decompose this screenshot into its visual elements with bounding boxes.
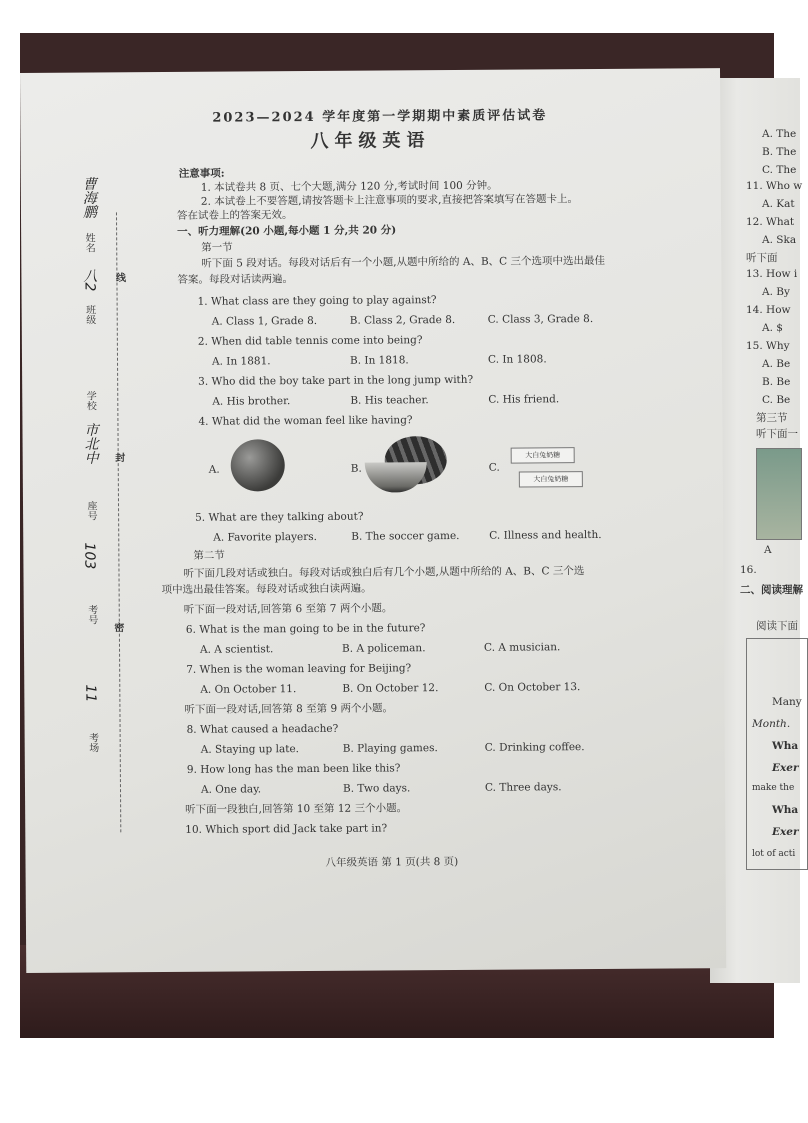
tomato-image [231, 439, 285, 491]
np-line: Month. [752, 718, 791, 730]
instruction-line: 答案。每段对话读两遍。 [177, 273, 293, 286]
np-line: 第三节 [756, 412, 788, 424]
question: 7. When is the woman leaving for Beijing? [186, 662, 412, 676]
dialogue-heading: 听下面一段对话,回答第 6 至第 7 两个小题。 [183, 602, 393, 616]
label-zuohao: 座号 [84, 500, 97, 521]
option: C. On October 13. [484, 681, 581, 694]
np-line: C. Be [762, 394, 791, 406]
option: A. Favorite players. [213, 530, 318, 544]
question: 1. What class are they going to play against? [197, 294, 437, 308]
notice-line: 答在试卷上的答案无效。 [176, 209, 293, 222]
option: B. On October 12. [342, 682, 439, 695]
option: A. One day. [200, 783, 262, 796]
np-line: C. The [762, 164, 797, 176]
option: C. Three days. [484, 781, 562, 794]
option: A. Staying up late. [200, 743, 300, 756]
question: 8. What caused a headache? [186, 722, 339, 736]
question: 10. Which sport did Jack take part in? [185, 822, 388, 836]
part-heading: 第二节 [193, 549, 225, 562]
np-line: 11. Who w [746, 180, 803, 192]
exam-page [20, 68, 726, 973]
option: C. A musician. [483, 641, 561, 654]
np-line: 听下面 [746, 252, 778, 264]
option: B. Two days. [342, 782, 411, 795]
candy-image: 大白兔奶糖 [511, 447, 575, 463]
section-heading: 一、听力理解(20 小题,每小题 1 分,共 20 分) [177, 224, 397, 238]
instruction-line: 听下面 5 段对话。每段对话后有一个小题,从题中所给的 A、B、C 三个选项中选出最佳 [201, 254, 606, 270]
photo-frame [20, 33, 803, 1038]
np-line: 14. How [746, 304, 791, 316]
option: A. On October 11. [200, 683, 297, 696]
np-line: Wha [772, 740, 799, 752]
value-banji: 八2 [81, 268, 98, 292]
np-line: 二、阅读理解 [740, 584, 803, 596]
part-heading: 第一节 [201, 241, 233, 254]
question: 6. What is the man going to be in the future? [185, 622, 426, 636]
dialogue-heading: 听下面一段对话,回答第 8 至第 9 两个小题。 [184, 702, 394, 716]
option: C. Illness and health. [489, 528, 602, 542]
question: 2. When did table tennis come into being? [197, 334, 423, 348]
np-line: 13. How i [746, 268, 798, 280]
np-line: B. The [762, 146, 797, 158]
notice-line: 2. 本试卷上不要答题,请按答题卡上注意事项的要求,直接把答案填写在答题卡上。 [200, 193, 578, 208]
np-line: A. By [762, 286, 790, 298]
option: B. His teacher. [350, 394, 429, 407]
instruction-line: 项中选出最佳答案。每段对话或独白读两遍。 [161, 582, 372, 597]
np-line: A. Be [762, 358, 791, 370]
value-zuohao: 103 [81, 542, 98, 570]
label-xuexiao: 学校 [84, 390, 96, 411]
label-kaohao: 考号 [85, 604, 97, 625]
np-line: A. Kat [762, 198, 795, 210]
option: B. Class 2, Grade 8. [349, 313, 456, 327]
candy-image: 大白兔奶糖 [519, 471, 583, 487]
question: 5. What are they talking about? [195, 510, 364, 524]
option: A. A scientist. [199, 643, 274, 656]
np-line: A. Ska [762, 234, 797, 246]
option: C. His friend. [488, 393, 560, 406]
notice-heading: 注意事项: [178, 167, 225, 180]
option: B. [350, 462, 362, 475]
option: C. Drinking coffee. [484, 741, 585, 754]
exam-title: 2023—2024 学年度第一学期期中素质评估试卷 [212, 108, 548, 126]
question: 3. Who did the boy take part in the long jump with? [198, 373, 474, 388]
xian-char: 线 [113, 272, 125, 283]
np-line: 15. Why [746, 340, 790, 352]
binding-line [116, 212, 121, 832]
np-line: Many [772, 696, 802, 708]
label-banji: 班级 [83, 304, 95, 325]
exam-subject: 八年级英语 [310, 130, 431, 152]
option: A. His brother. [212, 395, 291, 408]
label-kaochang: 考场 [86, 732, 98, 753]
option: A. Class 1, Grade 8. [211, 314, 318, 328]
value-xingming: 曹海鹏 [80, 176, 98, 219]
value-kaochang: 11 [82, 684, 99, 703]
option: C. [488, 461, 500, 474]
option: C. Class 3, Grade 8. [487, 313, 594, 326]
option: B. Playing games. [342, 742, 438, 755]
option: B. A policeman. [341, 642, 426, 655]
np-line: 听下面一 [756, 428, 798, 440]
np-picture [756, 448, 802, 540]
question: 4. What did the woman feel like having? [198, 414, 413, 428]
option: C. In 1808. [487, 353, 547, 366]
np-line: B. Be [762, 376, 791, 388]
np-line: make the [752, 783, 795, 793]
monologue-heading: 听下面一段独白,回答第 10 至第 12 三个小题。 [185, 802, 408, 816]
watermelon-slice-image [365, 462, 427, 492]
mi-char: 密 [111, 622, 123, 633]
option: B. The soccer game. [351, 529, 460, 543]
notice-line: 1. 本试卷共 8 页、七个大题,满分 120 分,考试时间 100 分钟。 [200, 179, 498, 194]
np-line: Wha [772, 804, 799, 816]
np-line: Exer [772, 762, 799, 774]
instruction-line: 听下面几段对话或独白。每段对话或独白后有几个小题,从题中所给的 A、B、C 三个选 [183, 565, 585, 580]
np-line: 16. [740, 564, 757, 576]
feng-char: 封 [112, 452, 124, 463]
value-xuexiao: 市北中 [82, 422, 99, 465]
np-line: 12. What [746, 216, 795, 228]
np-line: 阅读下面 [756, 620, 798, 632]
question: 9. How long has the man been like this? [186, 762, 401, 776]
option: A. [208, 463, 220, 476]
np-line: Exer [772, 826, 799, 838]
np-line: lot of acti [752, 849, 796, 859]
label-xingming: 姓名 [83, 232, 95, 253]
np-line: A. $ [762, 322, 783, 334]
np-line: A [764, 544, 772, 556]
option: B. In 1818. [349, 354, 409, 367]
option: A. In 1881. [211, 355, 271, 368]
page-footer: 八年级英语 第 1 页(共 8 页) [325, 855, 459, 869]
np-line: A. The [762, 128, 797, 140]
